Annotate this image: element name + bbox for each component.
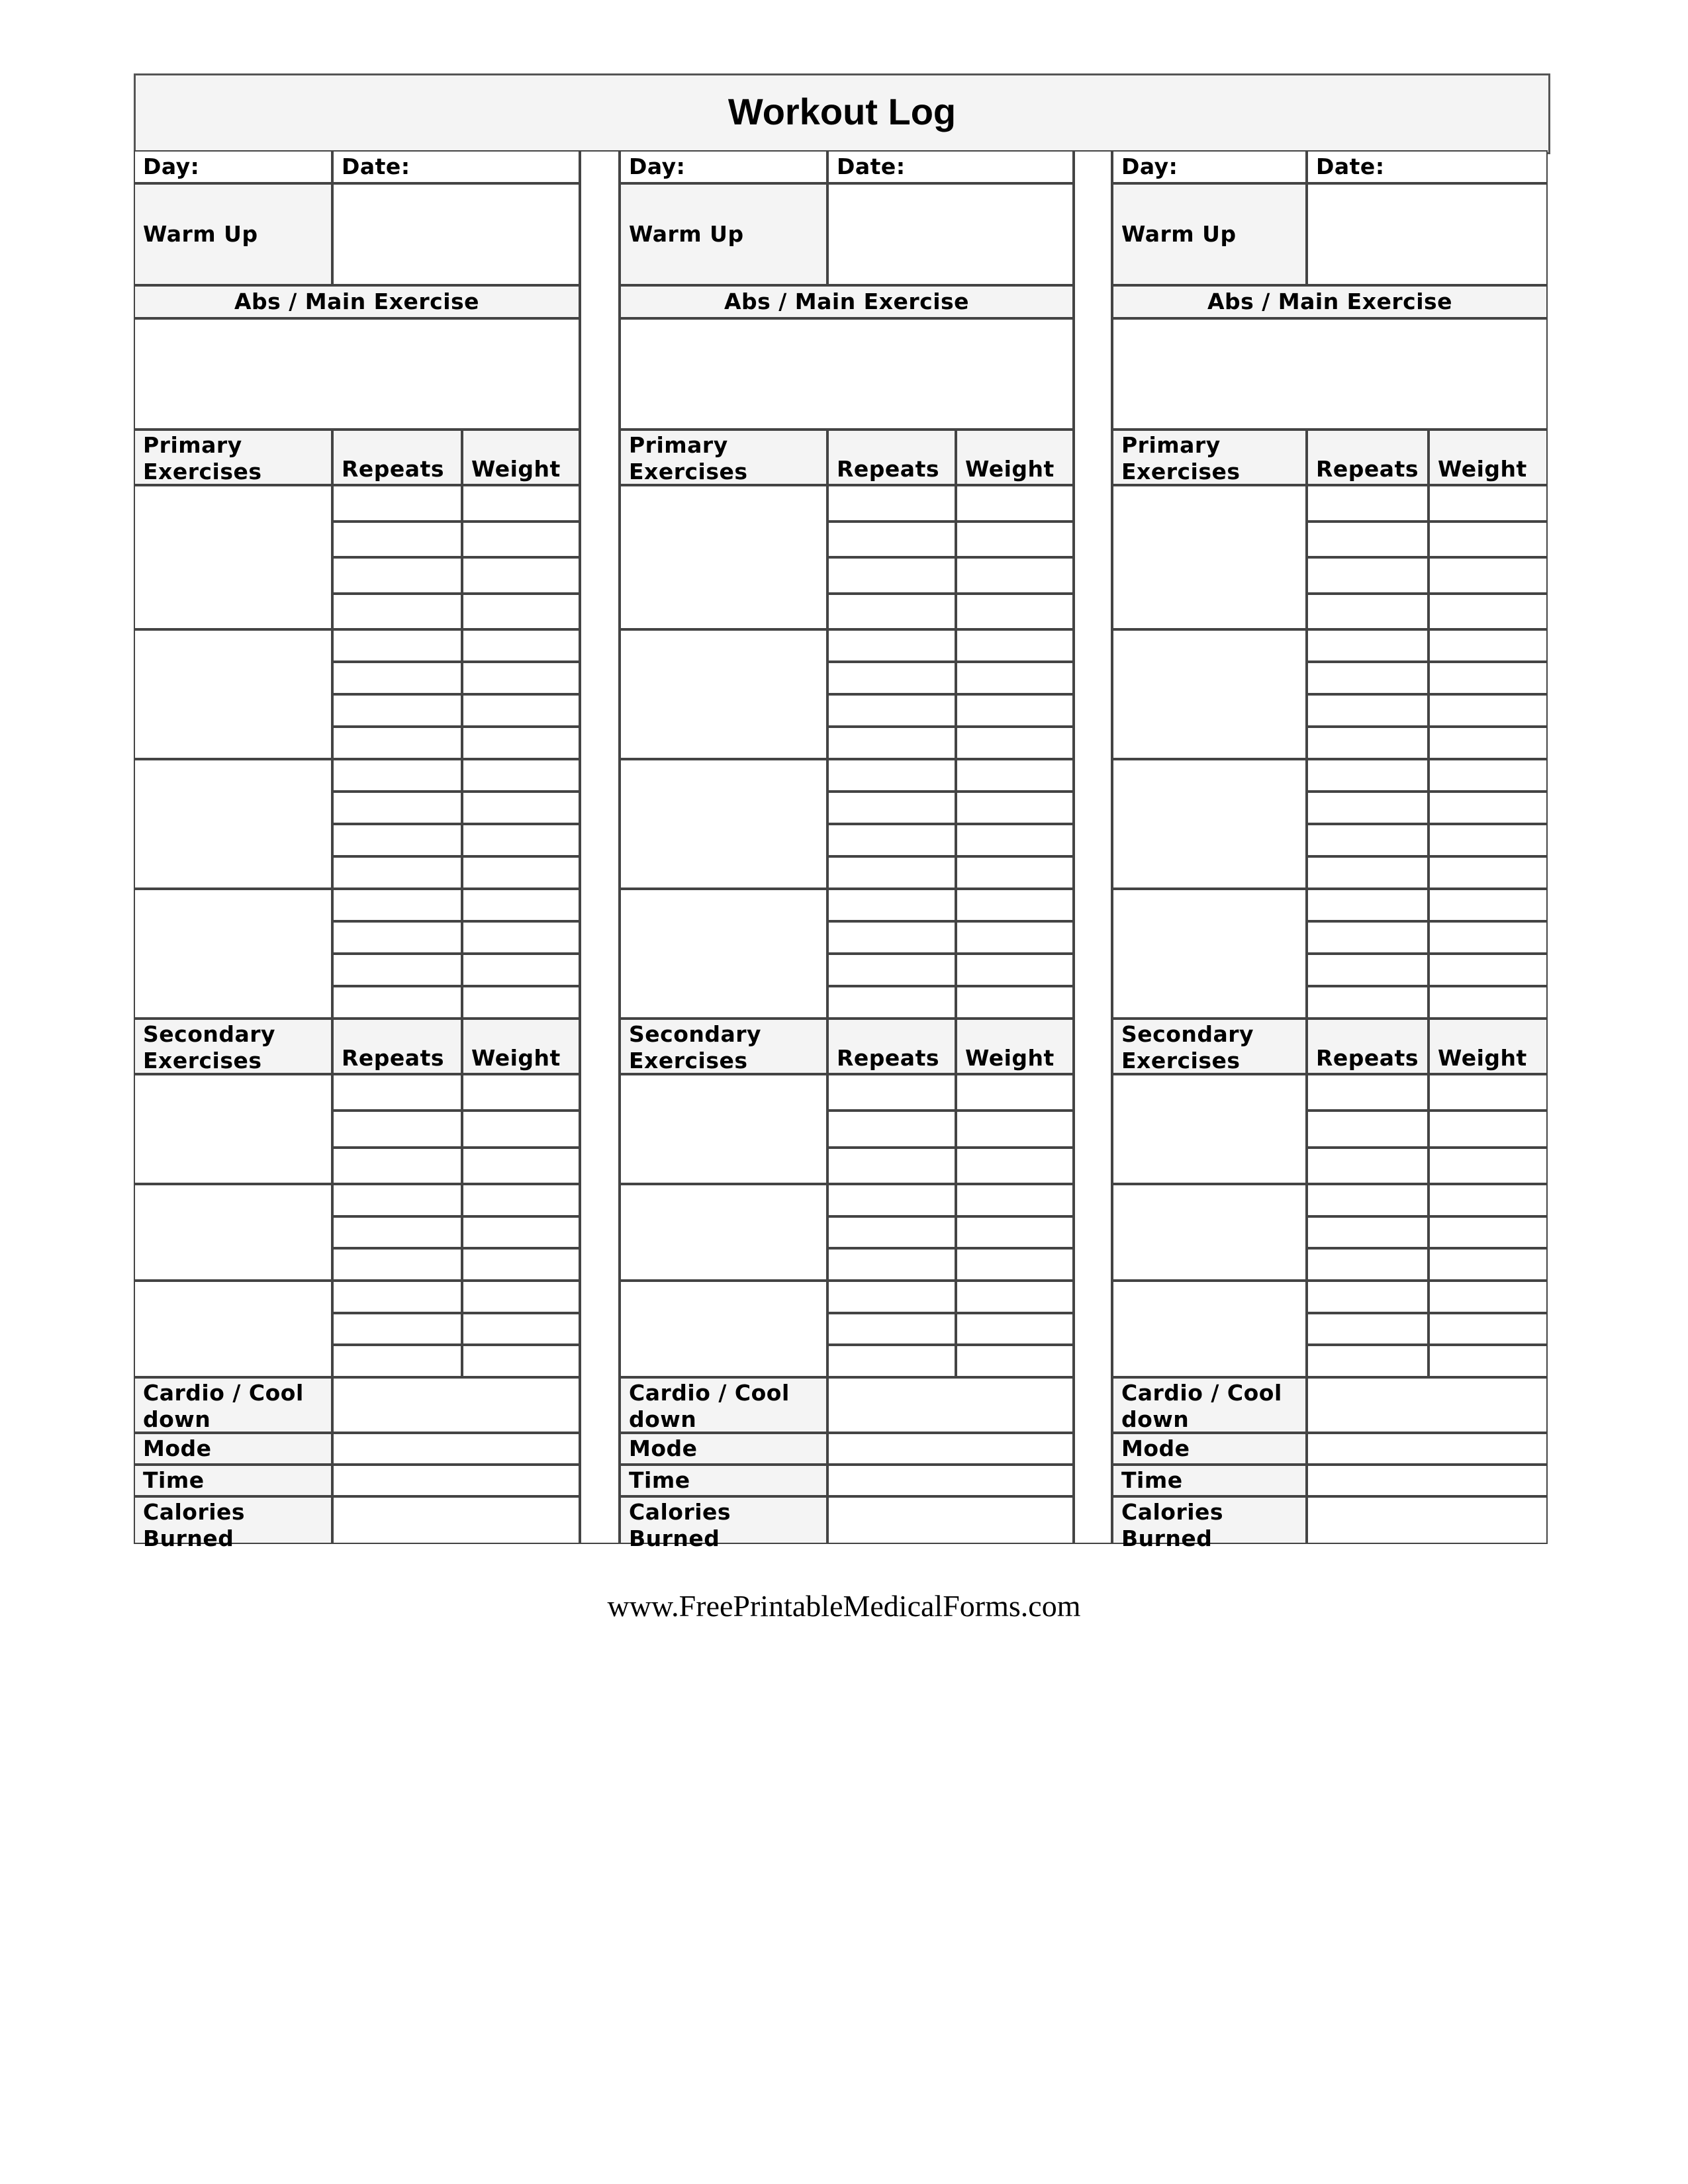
primary-exercises-label: Primary Exercises bbox=[1121, 432, 1241, 484]
abs-main-header bbox=[134, 285, 580, 318]
weight-header bbox=[462, 1019, 580, 1074]
exercise-name-input[interactable] bbox=[620, 1074, 827, 1184]
exercise-name-input[interactable] bbox=[1112, 1074, 1307, 1184]
repeats-input[interactable] bbox=[827, 824, 956, 856]
repeats-input[interactable] bbox=[332, 557, 462, 594]
weight-input[interactable] bbox=[1429, 1345, 1548, 1377]
weight-input[interactable] bbox=[1429, 662, 1548, 694]
abs-main-input[interactable] bbox=[134, 318, 580, 430]
weight-input[interactable] bbox=[1429, 856, 1548, 889]
repeats-input[interactable] bbox=[332, 792, 462, 824]
weight-input[interactable] bbox=[462, 1074, 580, 1111]
weight-header bbox=[956, 430, 1074, 485]
repeats-input[interactable] bbox=[332, 694, 462, 727]
weight-input[interactable] bbox=[462, 1148, 580, 1184]
abs-main-header bbox=[1112, 285, 1548, 318]
cardio-cool-down-input[interactable] bbox=[332, 1377, 580, 1433]
mode-input[interactable] bbox=[827, 1433, 1074, 1465]
abs-main-input[interactable] bbox=[1112, 318, 1548, 430]
secondary-exercises-label: Secondary Exercises bbox=[629, 1021, 762, 1073]
weight-label: Weight bbox=[471, 1045, 561, 1071]
repeats-input[interactable] bbox=[827, 629, 956, 662]
mode-input[interactable] bbox=[1307, 1433, 1548, 1465]
weight-input[interactable] bbox=[1429, 594, 1548, 630]
warm-up-label-cell bbox=[1112, 183, 1307, 285]
weight-input[interactable] bbox=[462, 727, 580, 759]
repeats-input[interactable] bbox=[332, 856, 462, 889]
weight-header bbox=[462, 430, 580, 485]
weight-input[interactable] bbox=[956, 856, 1074, 889]
weight-input[interactable] bbox=[1429, 629, 1548, 662]
mode-label-cell bbox=[620, 1433, 827, 1465]
repeats-input[interactable] bbox=[332, 662, 462, 694]
repeats-input[interactable] bbox=[827, 594, 956, 630]
weight-input[interactable] bbox=[1429, 986, 1548, 1019]
time-input[interactable] bbox=[1307, 1465, 1548, 1496]
weight-label: Weight bbox=[1438, 456, 1527, 482]
weight-input[interactable] bbox=[462, 1248, 580, 1281]
weight-input[interactable] bbox=[462, 629, 580, 662]
date-field[interactable] bbox=[1307, 150, 1548, 183]
weight-input[interactable] bbox=[956, 889, 1074, 921]
weight-input[interactable] bbox=[1429, 727, 1548, 759]
repeats-input[interactable] bbox=[827, 662, 956, 694]
time-label: Time bbox=[143, 1467, 205, 1493]
cardio-cool-down-label-cell bbox=[620, 1377, 827, 1433]
repeats-input[interactable] bbox=[827, 954, 956, 986]
weight-input[interactable] bbox=[956, 629, 1074, 662]
repeats-label: Repeats bbox=[837, 1045, 939, 1071]
weight-input[interactable] bbox=[956, 485, 1074, 522]
exercise-name-input[interactable] bbox=[620, 485, 827, 629]
repeats-input[interactable] bbox=[1307, 1248, 1429, 1281]
repeats-input[interactable] bbox=[332, 727, 462, 759]
repeats-input[interactable] bbox=[1307, 522, 1429, 558]
weight-input[interactable] bbox=[462, 557, 580, 594]
repeats-label: Repeats bbox=[837, 456, 939, 482]
time-input[interactable] bbox=[332, 1465, 580, 1496]
primary-header bbox=[134, 430, 332, 485]
exercise-name-input[interactable] bbox=[620, 1281, 827, 1377]
time-label-cell bbox=[620, 1465, 827, 1496]
repeats-input[interactable] bbox=[1307, 557, 1429, 594]
weight-input[interactable] bbox=[462, 1216, 580, 1249]
exercise-name-input[interactable] bbox=[1112, 1184, 1307, 1281]
weight-input[interactable] bbox=[956, 986, 1074, 1019]
repeats-input[interactable] bbox=[332, 522, 462, 558]
exercise-name-input[interactable] bbox=[134, 485, 332, 629]
date-label: Date: bbox=[837, 154, 906, 179]
exercise-name-input[interactable] bbox=[134, 889, 332, 1019]
weight-input[interactable] bbox=[956, 759, 1074, 792]
exercise-name-input[interactable] bbox=[1112, 629, 1307, 759]
weight-input[interactable] bbox=[462, 1313, 580, 1345]
cardio-cool-down-label: Cardio / Cool down bbox=[1121, 1380, 1282, 1432]
abs-main-label: Abs / Main Exercise bbox=[724, 289, 970, 314]
abs-main-input[interactable] bbox=[620, 318, 1074, 430]
calories-burned-label: Calories Burned bbox=[1121, 1499, 1224, 1551]
weight-label: Weight bbox=[471, 456, 561, 482]
weight-input[interactable] bbox=[956, 792, 1074, 824]
weight-input[interactable] bbox=[462, 792, 580, 824]
repeats-header bbox=[827, 430, 956, 485]
day-label: Day: bbox=[1121, 154, 1178, 179]
weight-label: Weight bbox=[965, 1045, 1055, 1071]
workout-log-form bbox=[134, 73, 1548, 1551]
weight-input[interactable] bbox=[462, 986, 580, 1019]
repeats-input[interactable] bbox=[827, 727, 956, 759]
exercise-name-input[interactable] bbox=[620, 889, 827, 1019]
exercise-name-input[interactable] bbox=[134, 759, 332, 889]
secondary-header bbox=[620, 1019, 827, 1074]
repeats-input[interactable] bbox=[332, 485, 462, 522]
weight-input[interactable] bbox=[956, 1313, 1074, 1345]
day-field[interactable] bbox=[134, 150, 332, 183]
weight-input[interactable] bbox=[462, 1111, 580, 1147]
repeats-input[interactable] bbox=[332, 1281, 462, 1313]
repeats-input[interactable] bbox=[827, 522, 956, 558]
repeats-input[interactable] bbox=[827, 1313, 956, 1345]
repeats-input[interactable] bbox=[827, 1248, 956, 1281]
warm-up-label: Warm Up bbox=[1121, 221, 1237, 247]
repeats-input[interactable] bbox=[1307, 1074, 1429, 1111]
weight-header bbox=[956, 1019, 1074, 1074]
repeats-input[interactable] bbox=[827, 1148, 956, 1184]
repeats-input[interactable] bbox=[1307, 1148, 1429, 1184]
time-label-cell bbox=[134, 1465, 332, 1496]
weight-input[interactable] bbox=[956, 1345, 1074, 1377]
weight-input[interactable] bbox=[956, 594, 1074, 630]
repeats-input[interactable] bbox=[827, 921, 956, 954]
calories-burned-label-cell bbox=[134, 1496, 332, 1551]
weight-input[interactable] bbox=[956, 954, 1074, 986]
repeats-input[interactable] bbox=[1307, 1216, 1429, 1249]
mode-input[interactable] bbox=[332, 1433, 580, 1465]
repeats-input[interactable] bbox=[1307, 1184, 1429, 1216]
primary-exercises-label: Primary Exercises bbox=[629, 432, 748, 484]
weight-input[interactable] bbox=[956, 727, 1074, 759]
warm-up-label: Warm Up bbox=[143, 221, 258, 247]
weight-input[interactable] bbox=[956, 694, 1074, 727]
warm-up-input[interactable] bbox=[827, 183, 1074, 285]
repeats-input[interactable] bbox=[332, 889, 462, 921]
primary-header bbox=[620, 430, 827, 485]
repeats-input[interactable] bbox=[1307, 921, 1429, 954]
exercise-name-input[interactable] bbox=[1112, 889, 1307, 1019]
primary-exercises-label: Primary Exercises bbox=[143, 432, 262, 484]
repeats-input[interactable] bbox=[1307, 759, 1429, 792]
weight-input[interactable] bbox=[956, 557, 1074, 594]
date-label: Date: bbox=[1316, 154, 1385, 179]
repeats-header bbox=[827, 1019, 956, 1074]
secondary-header bbox=[134, 1019, 332, 1074]
weight-input[interactable] bbox=[462, 921, 580, 954]
repeats-input[interactable] bbox=[332, 824, 462, 856]
repeats-input[interactable] bbox=[827, 1216, 956, 1249]
repeats-label: Repeats bbox=[1316, 1045, 1419, 1071]
repeats-input[interactable] bbox=[332, 1248, 462, 1281]
exercise-name-input[interactable] bbox=[134, 1074, 332, 1184]
weight-input[interactable] bbox=[1429, 792, 1548, 824]
repeats-input[interactable] bbox=[1307, 485, 1429, 522]
repeats-input[interactable] bbox=[1307, 889, 1429, 921]
exercise-name-input[interactable] bbox=[1112, 759, 1307, 889]
repeats-input[interactable] bbox=[827, 889, 956, 921]
exercise-name-input[interactable] bbox=[1112, 1281, 1307, 1377]
repeats-label: Repeats bbox=[342, 456, 444, 482]
repeats-header bbox=[1307, 1019, 1429, 1074]
repeats-input[interactable] bbox=[827, 792, 956, 824]
abs-main-label: Abs / Main Exercise bbox=[234, 289, 480, 314]
warm-up-input[interactable] bbox=[1307, 183, 1548, 285]
weight-input[interactable] bbox=[462, 485, 580, 522]
repeats-input[interactable] bbox=[827, 1111, 956, 1147]
weight-input[interactable] bbox=[1429, 1148, 1548, 1184]
repeats-header bbox=[1307, 430, 1429, 485]
weight-input[interactable] bbox=[956, 1248, 1074, 1281]
warm-up-label-cell bbox=[134, 183, 332, 285]
weight-input[interactable] bbox=[956, 824, 1074, 856]
weight-input[interactable] bbox=[462, 1345, 580, 1377]
day-label: Day: bbox=[143, 154, 200, 179]
repeats-input[interactable] bbox=[332, 1345, 462, 1377]
repeats-input[interactable] bbox=[332, 1216, 462, 1249]
time-label-cell bbox=[1112, 1465, 1307, 1496]
repeats-input[interactable] bbox=[827, 1281, 956, 1313]
weight-header bbox=[1429, 430, 1548, 485]
repeats-header bbox=[332, 1019, 462, 1074]
weight-input[interactable] bbox=[1429, 1248, 1548, 1281]
weight-input[interactable] bbox=[1429, 1074, 1548, 1111]
repeats-input[interactable] bbox=[1307, 694, 1429, 727]
day-field[interactable] bbox=[620, 150, 827, 183]
secondary-exercises-label: Secondary Exercises bbox=[1121, 1021, 1254, 1073]
time-label: Time bbox=[629, 1467, 690, 1493]
mode-label: Mode bbox=[143, 1435, 212, 1461]
weight-input[interactable] bbox=[1429, 1184, 1548, 1216]
cardio-cool-down-label: Cardio / Cool down bbox=[143, 1380, 304, 1432]
weight-input[interactable] bbox=[1429, 694, 1548, 727]
warm-up-input[interactable] bbox=[332, 183, 580, 285]
column-gap bbox=[1074, 150, 1112, 1544]
exercise-name-input[interactable] bbox=[134, 1281, 332, 1377]
calories-burned-label: Calories Burned bbox=[629, 1499, 731, 1551]
warm-up-label: Warm Up bbox=[629, 221, 744, 247]
repeats-input[interactable] bbox=[827, 986, 956, 1019]
calories-burned-input[interactable] bbox=[332, 1496, 580, 1544]
repeats-input[interactable] bbox=[827, 856, 956, 889]
weight-input[interactable] bbox=[462, 662, 580, 694]
repeats-label: Repeats bbox=[1316, 456, 1419, 482]
exercise-name-input[interactable] bbox=[620, 759, 827, 889]
weight-input[interactable] bbox=[1429, 1111, 1548, 1147]
weight-input[interactable] bbox=[462, 694, 580, 727]
exercise-name-input[interactable] bbox=[620, 1184, 827, 1281]
day-field[interactable] bbox=[1112, 150, 1307, 183]
repeats-input[interactable] bbox=[332, 954, 462, 986]
weight-input[interactable] bbox=[956, 1281, 1074, 1313]
repeats-input[interactable] bbox=[827, 557, 956, 594]
repeats-input[interactable] bbox=[827, 694, 956, 727]
repeats-input[interactable] bbox=[1307, 986, 1429, 1019]
cardio-cool-down-input[interactable] bbox=[827, 1377, 1074, 1433]
repeats-input[interactable] bbox=[332, 1313, 462, 1345]
exercise-name-input[interactable] bbox=[134, 1184, 332, 1281]
repeats-input[interactable] bbox=[332, 921, 462, 954]
repeats-input[interactable] bbox=[1307, 824, 1429, 856]
repeats-input[interactable] bbox=[1307, 629, 1429, 662]
cardio-cool-down-label-cell bbox=[1112, 1377, 1307, 1433]
weight-input[interactable] bbox=[462, 1281, 580, 1313]
weight-input[interactable] bbox=[956, 662, 1074, 694]
calories-burned-label-cell bbox=[1112, 1496, 1307, 1551]
weight-input[interactable] bbox=[462, 1184, 580, 1216]
repeats-input[interactable] bbox=[1307, 662, 1429, 694]
abs-main-header bbox=[620, 285, 1074, 318]
repeats-input[interactable] bbox=[1307, 954, 1429, 986]
calories-burned-input[interactable] bbox=[1307, 1496, 1548, 1544]
weight-input[interactable] bbox=[956, 1184, 1074, 1216]
weight-label: Weight bbox=[965, 456, 1055, 482]
weight-input[interactable] bbox=[462, 759, 580, 792]
weight-input[interactable] bbox=[462, 856, 580, 889]
repeats-input[interactable] bbox=[1307, 727, 1429, 759]
time-input[interactable] bbox=[827, 1465, 1074, 1496]
weight-input[interactable] bbox=[1429, 759, 1548, 792]
weight-input[interactable] bbox=[956, 1111, 1074, 1147]
weight-input[interactable] bbox=[462, 954, 580, 986]
repeats-header bbox=[332, 430, 462, 485]
weight-input[interactable] bbox=[1429, 1216, 1548, 1249]
weight-input[interactable] bbox=[462, 522, 580, 558]
weight-input[interactable] bbox=[1429, 557, 1548, 594]
secondary-exercises-label: Secondary Exercises bbox=[143, 1021, 276, 1073]
cardio-cool-down-label: Cardio / Cool down bbox=[629, 1380, 790, 1432]
exercise-name-input[interactable] bbox=[620, 629, 827, 759]
repeats-input[interactable] bbox=[332, 1074, 462, 1111]
repeats-input[interactable] bbox=[332, 1184, 462, 1216]
warm-up-label-cell bbox=[620, 183, 827, 285]
repeats-input[interactable] bbox=[827, 485, 956, 522]
column-gap bbox=[580, 150, 620, 1544]
weight-input[interactable] bbox=[956, 1074, 1074, 1111]
day-label: Day: bbox=[629, 154, 686, 179]
repeats-input[interactable] bbox=[827, 1184, 956, 1216]
repeats-input[interactable] bbox=[332, 759, 462, 792]
weight-input[interactable] bbox=[1429, 1281, 1548, 1313]
abs-main-label: Abs / Main Exercise bbox=[1207, 289, 1453, 314]
date-field[interactable] bbox=[332, 150, 580, 183]
secondary-header bbox=[1112, 1019, 1307, 1074]
repeats-input[interactable] bbox=[827, 759, 956, 792]
exercise-name-input[interactable] bbox=[1112, 485, 1307, 629]
weight-input[interactable] bbox=[462, 889, 580, 921]
repeats-input[interactable] bbox=[1307, 792, 1429, 824]
calories-burned-input[interactable] bbox=[827, 1496, 1074, 1544]
exercise-name-input[interactable] bbox=[134, 629, 332, 759]
date-label: Date: bbox=[342, 154, 410, 179]
weight-input[interactable] bbox=[1429, 889, 1548, 921]
weight-input[interactable] bbox=[1429, 921, 1548, 954]
weight-input[interactable] bbox=[462, 824, 580, 856]
weight-input[interactable] bbox=[1429, 485, 1548, 522]
weight-header bbox=[1429, 1019, 1548, 1074]
repeats-input[interactable] bbox=[1307, 1281, 1429, 1313]
repeats-input[interactable] bbox=[332, 594, 462, 630]
repeats-input[interactable] bbox=[1307, 1111, 1429, 1147]
mode-label-cell bbox=[134, 1433, 332, 1465]
weight-input[interactable] bbox=[956, 522, 1074, 558]
repeats-input[interactable] bbox=[1307, 1313, 1429, 1345]
mode-label: Mode bbox=[1121, 1435, 1190, 1461]
weight-input[interactable] bbox=[956, 1216, 1074, 1249]
page-title: Workout Log bbox=[727, 91, 957, 132]
repeats-input[interactable] bbox=[1307, 594, 1429, 630]
date-field[interactable] bbox=[827, 150, 1074, 183]
weight-input[interactable] bbox=[956, 1148, 1074, 1184]
repeats-input[interactable] bbox=[332, 1148, 462, 1184]
weight-input[interactable] bbox=[1429, 954, 1548, 986]
calories-burned-label-cell bbox=[620, 1496, 827, 1551]
footer-url[interactable]: www.FreePrintableMedicalForms.com bbox=[607, 1589, 1081, 1623]
repeats-input[interactable] bbox=[827, 1345, 956, 1377]
repeats-input[interactable] bbox=[332, 629, 462, 662]
cardio-cool-down-label-cell bbox=[134, 1377, 332, 1433]
weight-input[interactable] bbox=[462, 594, 580, 630]
weight-input[interactable] bbox=[1429, 1313, 1548, 1345]
weight-input[interactable] bbox=[956, 921, 1074, 954]
weight-input[interactable] bbox=[1429, 824, 1548, 856]
weight-input[interactable] bbox=[1429, 522, 1548, 558]
calories-burned-label: Calories Burned bbox=[143, 1499, 246, 1551]
repeats-label: Repeats bbox=[342, 1045, 444, 1071]
time-label: Time bbox=[1121, 1467, 1183, 1493]
primary-header bbox=[1112, 430, 1307, 485]
repeats-input[interactable] bbox=[827, 1074, 956, 1111]
repeats-input[interactable] bbox=[332, 986, 462, 1019]
mode-label: Mode bbox=[629, 1435, 698, 1461]
repeats-input[interactable] bbox=[1307, 856, 1429, 889]
weight-label: Weight bbox=[1438, 1045, 1527, 1071]
title-bar bbox=[134, 73, 1550, 154]
repeats-input[interactable] bbox=[1307, 1345, 1429, 1377]
cardio-cool-down-input[interactable] bbox=[1307, 1377, 1548, 1433]
repeats-input[interactable] bbox=[332, 1111, 462, 1147]
mode-label-cell bbox=[1112, 1433, 1307, 1465]
